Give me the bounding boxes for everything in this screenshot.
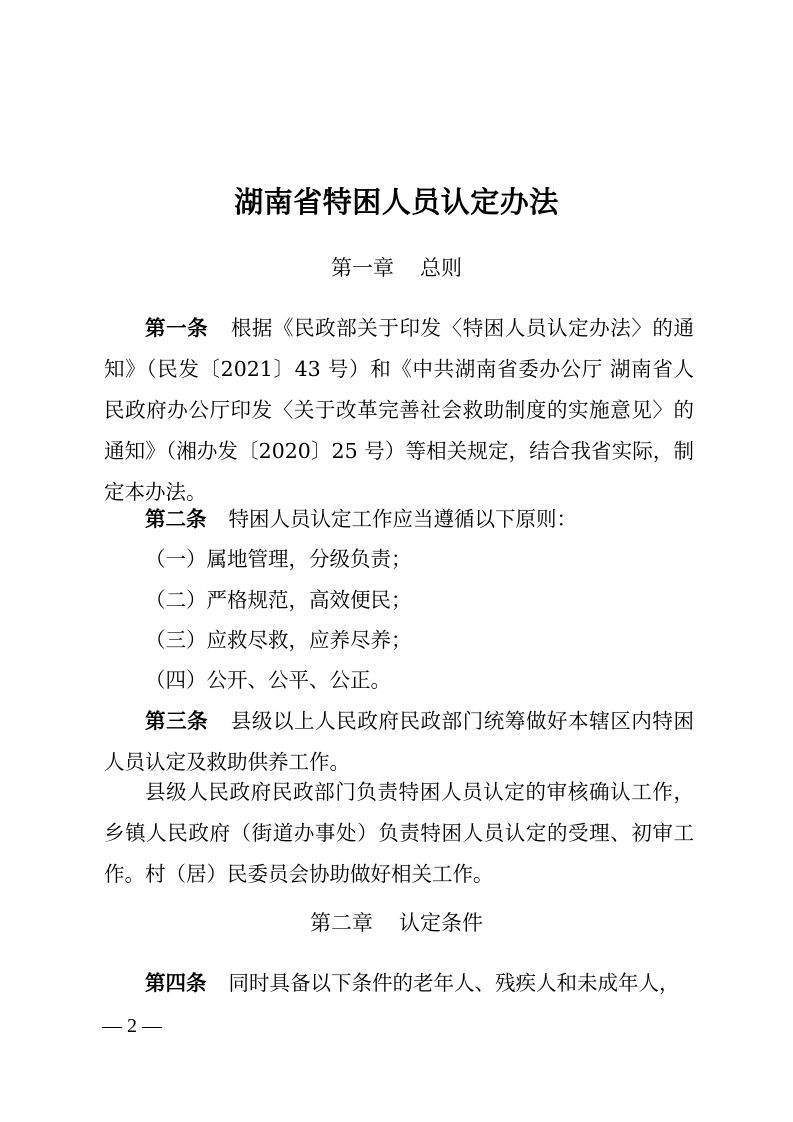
article-text: 根据《民政部关于印发〈特困人员认定办法〉的通知》（民发〔2021〕43 号）和《中共湖南省委办公厅 湖南省人民政府办公厅印发〈关于改革完善社会救助制度的实施意见〉的通知》（湘办发〔2020〕25 号）等相关规定，结合我省实际，制定本办法。 bbox=[104, 316, 695, 504]
article-3-paragraph-2: 县级人民政府民政部门负责特困人员认定的审核确认工作，乡镇人民政府（街道办事处）负责特困人员认定的受理、初审工作。村（居）民委员会协助做好相关工作。 bbox=[104, 780, 694, 886]
article-2 bbox=[104, 499, 694, 540]
principle-item: （三）应救尽救，应养尽养； bbox=[145, 628, 412, 652]
article-4 bbox=[104, 963, 694, 1004]
article-1 bbox=[104, 308, 694, 513]
article-label: 第二条 bbox=[145, 507, 207, 531]
principle-item: （二）严格规范，高效便民； bbox=[145, 588, 412, 612]
chapter-name: 认定条件 bbox=[399, 911, 483, 935]
principle-item: （四）公开、公平、公正。 bbox=[145, 668, 391, 692]
article-text: 县级以上人民政府民政部门统筹做好本辖区内特困人员认定及救助供养工作。 bbox=[104, 709, 695, 774]
chapter-name: 总则 bbox=[420, 256, 462, 280]
article-3 bbox=[104, 701, 694, 783]
document-title: 湖南省特困人员认定办法 bbox=[234, 185, 559, 219]
article-label: 第四条 bbox=[145, 971, 207, 995]
article-text: 同时具备以下条件的老年人、残疾人和未成年人， bbox=[228, 971, 680, 995]
article-label: 第一条 bbox=[145, 316, 209, 340]
chapter-number: 第一章 bbox=[331, 256, 394, 280]
principle-item: （一）属地管理，分级负责； bbox=[145, 547, 412, 571]
chapter-number: 第二章 bbox=[310, 911, 373, 935]
chapter-heading-2 bbox=[0, 908, 793, 938]
page-number: — 2 — bbox=[102, 1015, 162, 1037]
article-label: 第三条 bbox=[145, 709, 209, 733]
article-text: 特困人员认定工作应当遵循以下原则： bbox=[228, 507, 577, 531]
chapter-heading-1 bbox=[0, 253, 793, 283]
